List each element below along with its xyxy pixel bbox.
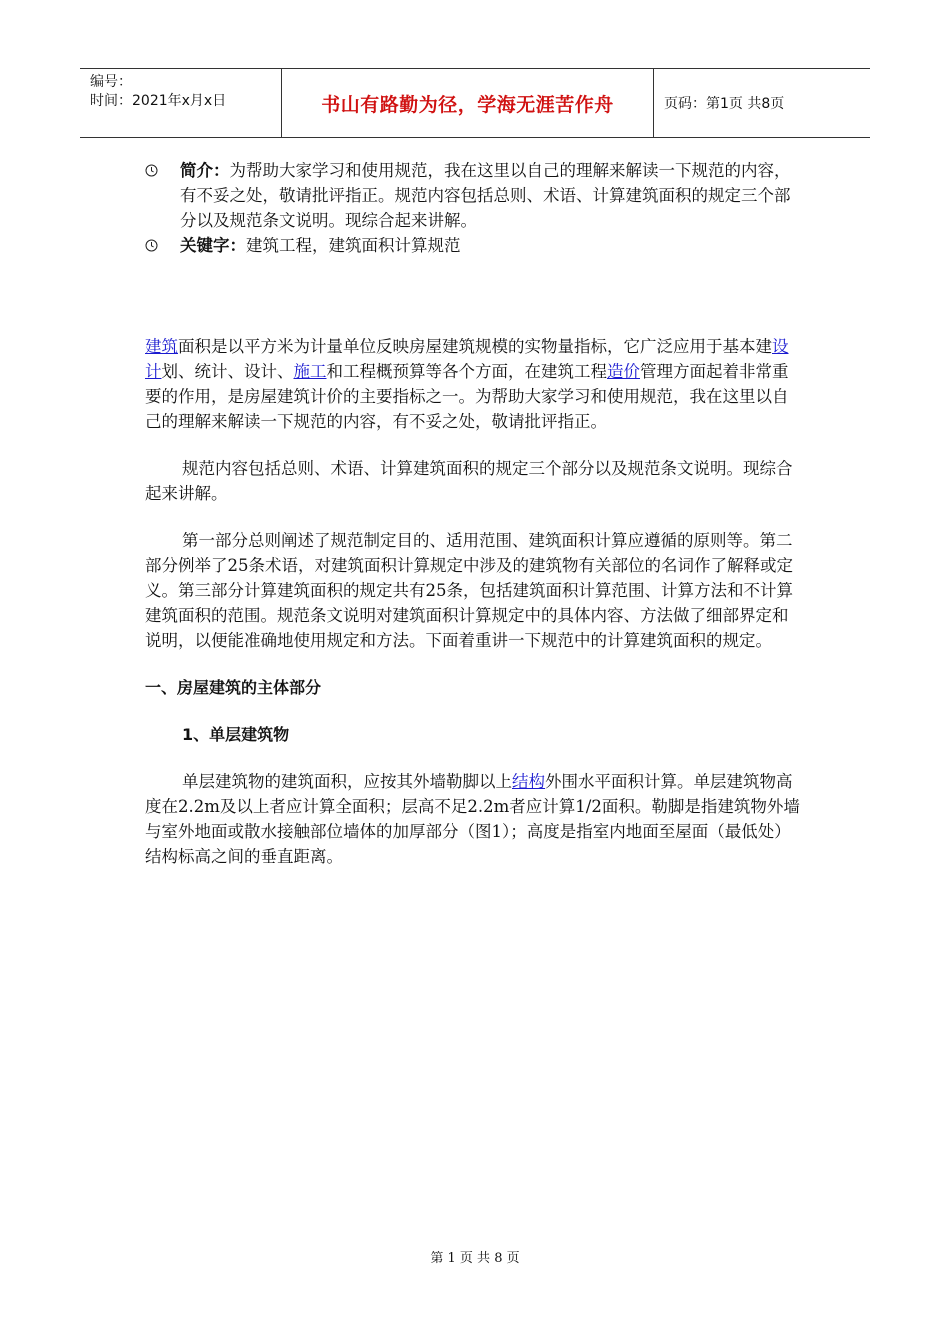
- summary-bullet: [145, 158, 800, 233]
- intro-text-4: 管理方面起着非常重要的作用，是房屋建筑计价的主要指标之一。为帮助大家学习和使用规范，我在这里以自己的理解来解读一下规范的内容，有不妥之处，敬请批评指正。: [145, 362, 789, 431]
- para4-text-1: 单层建筑物的建筑面积，应按其外墙勒脚以上: [182, 772, 512, 791]
- keywords-label: 关键字：: [180, 236, 246, 255]
- time-label: 时间：2021年x月x日: [90, 93, 227, 109]
- intro-paragraph: [145, 334, 800, 434]
- paragraph-3: 第一部分总则阐述了规范制定目的、适用范围、建筑面积计算应遵循的原则等。第二部分例举了25条术语，对建筑面积计算规定中涉及的建筑物有关部位的名词作了解释或定义。第三部分计算建筑面积的规定共有25条，包括建筑面积计算范围、计算方法和不计算建筑面积的范围。规范条文说明对建筑面积计算规定中的具体内容、方法做了细部界定和说明，以便能准确地使用规定和方法。下面着重讲一下规范中的计算建筑面积的规定。: [145, 531, 793, 650]
- heading-2: 1、单层建筑物: [182, 725, 290, 744]
- intro-text-2: 划、统计、设计、: [161, 362, 294, 381]
- clock-icon: [145, 233, 180, 259]
- summary-label: 简介：: [180, 161, 230, 180]
- number-label: 编号：: [90, 74, 132, 90]
- intro-text-1: 面积是以平方米为计量单位反映房屋建筑规模的实物量指标，它广泛应用于基本建: [178, 337, 772, 356]
- page-label: 页码：第1页 共8页: [664, 96, 785, 112]
- heading-1: 一、房屋建筑的主体部分: [145, 678, 322, 697]
- motto: 书山有路勤为径，学海无涯苦作舟: [321, 93, 614, 116]
- link-zaojia[interactable]: 造价: [607, 362, 640, 381]
- page-header: [80, 68, 870, 138]
- document-body: [145, 158, 800, 869]
- header-motto-cell: [282, 69, 654, 137]
- intro-text-3: 和工程概预算等各个方面，在建筑工程: [326, 362, 607, 381]
- header-page-cell: [654, 69, 870, 137]
- keywords-text: 建筑工程，建筑面积计算规范: [246, 236, 461, 255]
- paragraph-2: 规范内容包括总则、术语、计算建筑面积的规定三个部分以及规范条文说明。现综合起来讲解。: [145, 459, 793, 503]
- summary-text: 为帮助大家学习和使用规范，我在这里以自己的理解来解读一下规范的内容，有不妥之处，敬请批评指正。规范内容包括总则、术语、计算建筑面积的规定三个部分以及规范条文说明。现综合起来讲解。: [180, 161, 791, 230]
- para4-text-2: 外围水平面积计算。单层建筑物高度在2.2m及以上者应计算全面积；层高不足2.2m者应计算1/2面积。勒脚是指建筑物外墙与室外地面或散水接触部位墙体的加厚部分（图1）；高度是指室内地面至屋面（最低处）结构标高之间的垂直距离。: [145, 772, 800, 866]
- link-sheji[interactable]: 设计: [145, 337, 789, 381]
- link-shigong[interactable]: 施工: [293, 362, 327, 381]
- header-meta: [80, 69, 282, 137]
- link-jiegou[interactable]: 结构: [512, 772, 545, 791]
- keywords-bullet: [145, 233, 800, 259]
- page-footer: 第 1 页 共 8 页: [430, 1251, 520, 1266]
- clock-icon: [145, 158, 180, 233]
- paragraph-4: [145, 769, 800, 869]
- link-jianzhu[interactable]: 建筑: [145, 337, 178, 356]
